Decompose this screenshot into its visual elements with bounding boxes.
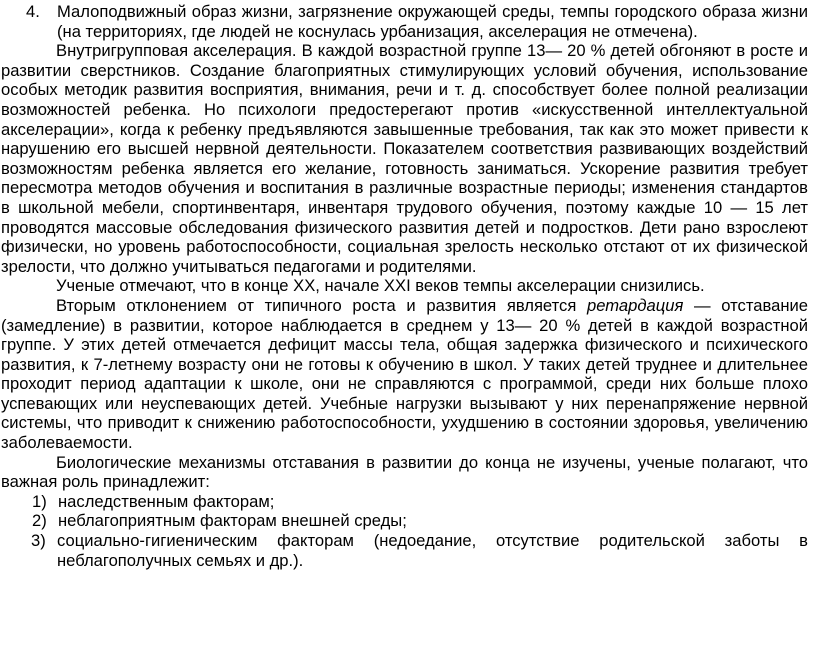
factor-item-3 [1, 531, 808, 570]
list-item-4 [1, 2, 808, 41]
factor-number: 1) [32, 491, 47, 511]
paragraph-biological-mechanisms: Биологические механизмы отставания в развитии до конца не изучены, ученые полагают, что важная роль принадлежит: [1, 452, 808, 492]
retardation-lead-text: Вторым отклонением от типичного роста и развития является [56, 295, 587, 315]
factor-item-1 [1, 492, 808, 512]
factor-number: 2) [32, 511, 47, 531]
factor-text: социально-гигиеническим факторам (недоедание, отсутствие родительской заботы в неблагополучных семьях и др.). [57, 531, 808, 570]
factor-number: 3) [31, 531, 46, 551]
paragraph-scientists-note: Ученые отмечают, что в конце XX, начале XXI веков темпы акселерации снизились. [56, 276, 705, 296]
retardation-body-text: — отставание (замедление) в развитии, которое наблюдается в среднем у 13— 20 % детей в каждой возрастной группе. У этих детей отмечается дефицит массы тела, общая задержка физического и психического развития, к 7-летнему возрасту они не готовы к обучению в школ. У таких детей труднее и длительнее проходит период адаптации к школе, они не справляются с программой, среди них больше плохо успевающих или неуспевающих детей. Учебные нагрузки вызывают у них перенапряжение нервной системы, что приводит к снижению работоспособности, ухудшению в состоянии здоровья, увеличению заболеваемости. [1, 295, 808, 453]
list-item-number: 4. [26, 2, 40, 21]
paragraph-retardation [1, 296, 808, 453]
list-item-text: Малоподвижный образ жизни, загрязнение окружающей среды, темпы городского образа жизни (на территориях, где людей не коснулась урбанизация, акселерация не отмечена). [57, 2, 808, 41]
factor-text: наследственным факторам; [58, 491, 275, 511]
paragraph-intragroup-acceleration: Внутригрупповая акселерация. В каждой возрастной группе 13— 20 % детей обгоняют в росте и развитии сверстников. Создание благоприятных стимулирующих условий обучения, использование особых методик развития восприятия, внимания, речи и т. д. способствует более полной реализации возможностей ребенка. Но психологи предостерегают против «искусственной интеллектуальной акселерации», когда к ребенку предъявляются завышенные требования, так как это может привести к нарушению его высшей нервной деятельности. Показателем соответствия развивающих воздействий возможностям ребенка является его желание, готовность заниматься. Ускорение развития требует пересмотра методов обучения и воспитания в различные возрастные периоды; изменения стандартов в школьной мебели, спортинвентаря, инвентаря трудового обучения, поэтому каждые 10 — 15 лет проводятся массовые обследования физического развития детей и подростков. Дети рано взрослеют физически, но уровень работоспособности, социальная зрелость несколько отстают от их физической зрелости, что должно учитываться педагогами и родителями. [1, 41, 808, 276]
factor-text: неблагоприятным факторам внешней среды; [58, 511, 407, 531]
retardation-term: ретардация [586, 295, 684, 315]
factor-item-2 [1, 511, 808, 531]
